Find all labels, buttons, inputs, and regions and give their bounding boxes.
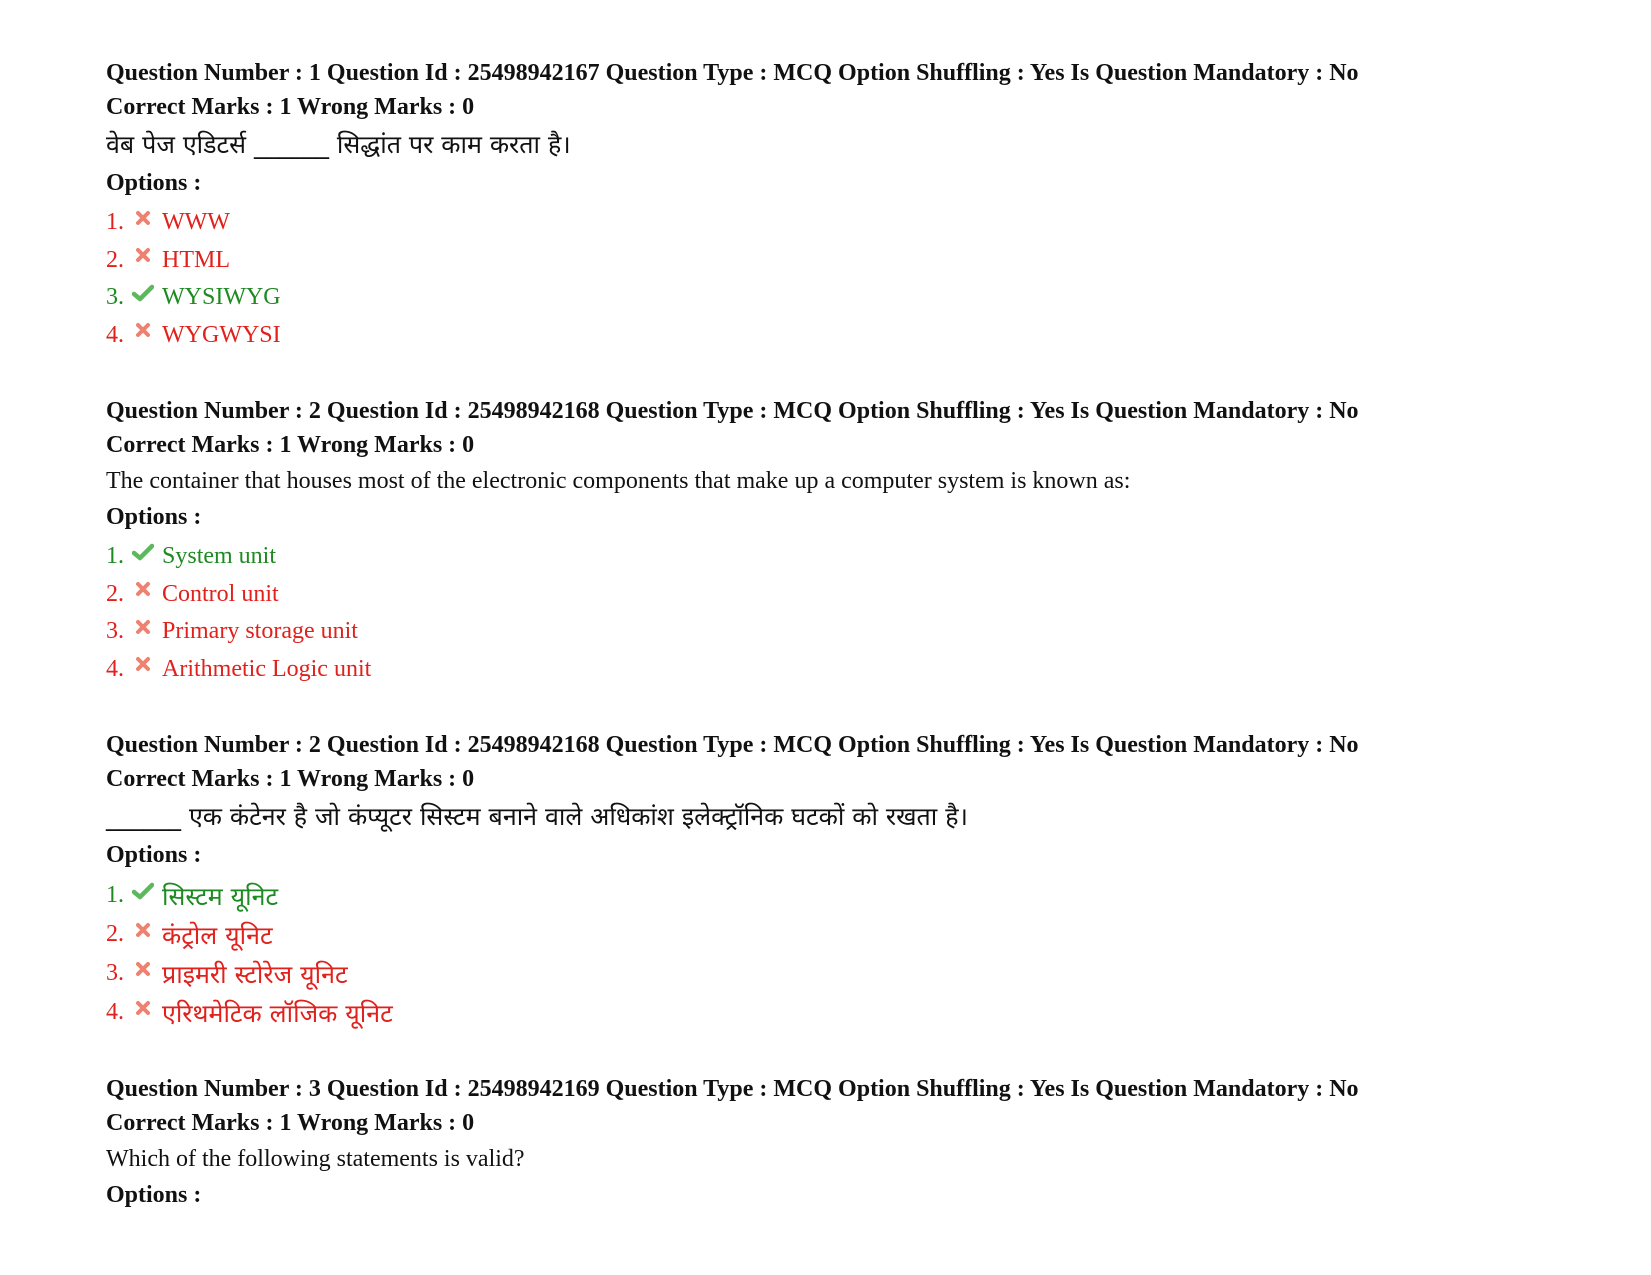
question-marks: Correct Marks : 1 Wrong Marks : 0 [106, 766, 475, 792]
options-label: Options : [106, 504, 202, 530]
option-item [106, 915, 1586, 954]
option-item [106, 993, 1586, 1032]
question-text: Which of the following statements is valid? [106, 1146, 525, 1172]
check-icon [132, 880, 154, 902]
option-text: Control unit [162, 580, 279, 607]
option-number: 2. [106, 246, 124, 273]
question-text: ______ एक कंटेनर है जो कंप्यूटर सिस्टम बनाने वाले अधिकांश इलेक्ट्रॉनिक घटकों को रखता है। [106, 802, 968, 831]
question-text: वेब पेज एडिटर्स ______ सिद्धांत पर काम करता है। [106, 130, 571, 159]
option-number: 4. [106, 999, 124, 1025]
cross-icon [132, 653, 154, 675]
option-text: WYGWYSI [162, 321, 281, 348]
cross-icon [132, 207, 154, 229]
option-text: Arithmetic Logic unit [162, 655, 372, 682]
question-meta: Question Number : 2 Question Id : 25498942168 Question Type : MCQ Option Shuffling : Yes Is Question Mandatory : No [106, 732, 1359, 758]
option-item [106, 242, 1586, 280]
option-number: 2. [106, 921, 124, 947]
cross-icon [132, 616, 154, 638]
check-icon [132, 541, 154, 563]
option-number: 2. [106, 580, 124, 607]
options-label: Options : [106, 170, 202, 196]
question-block [106, 394, 1586, 688]
option-item [106, 317, 1586, 355]
option-text: WYSIWYG [162, 284, 281, 311]
question-block [106, 728, 1586, 1032]
option-item [106, 954, 1586, 993]
option-item [106, 876, 1586, 915]
option-item [106, 651, 1586, 689]
option-text: WWW [162, 209, 230, 236]
option-text: सिस्टम यूनिट [162, 881, 279, 911]
option-item [106, 204, 1586, 242]
cross-icon [132, 919, 154, 941]
options-label: Options : [106, 1182, 202, 1208]
question-marks: Correct Marks : 1 Wrong Marks : 0 [106, 432, 475, 458]
question-meta: Question Number : 2 Question Id : 25498942168 Question Type : MCQ Option Shuffling : Yes Is Question Mandatory : No [106, 398, 1359, 424]
question-meta: Question Number : 3 Question Id : 25498942169 Question Type : MCQ Option Shuffling : Yes Is Question Mandatory : No [106, 1076, 1359, 1102]
option-text: कंट्रोल यूनिट [162, 920, 273, 950]
option-item [106, 576, 1586, 614]
option-number: 4. [106, 321, 124, 348]
option-number: 1. [106, 882, 124, 908]
option-number: 1. [106, 209, 124, 236]
check-icon [132, 282, 154, 304]
option-text: Primary storage unit [162, 618, 358, 645]
option-number: 3. [106, 284, 124, 311]
question-marks: Correct Marks : 1 Wrong Marks : 0 [106, 1110, 475, 1136]
option-number: 3. [106, 960, 124, 986]
question-meta: Question Number : 1 Question Id : 25498942167 Question Type : MCQ Option Shuffling : Yes Is Question Mandatory : No [106, 60, 1359, 86]
option-number: 3. [106, 618, 124, 645]
question-block [106, 56, 1586, 354]
option-item [106, 538, 1586, 576]
option-text: System unit [162, 543, 277, 570]
option-text: प्राइमरी स्टोरेज यूनिट [162, 959, 348, 989]
cross-icon [132, 578, 154, 600]
question-text: The container that houses most of the electronic components that make up a computer system is known as: [106, 468, 1131, 494]
question-block [106, 1072, 1586, 1212]
cross-icon [132, 319, 154, 341]
option-number: 1. [106, 543, 124, 570]
option-item [106, 613, 1586, 651]
question-paper [106, 56, 1586, 1252]
option-text: एरिथमेटिक लॉजिक यूनिट [162, 998, 393, 1028]
cross-icon [132, 958, 154, 980]
option-text: HTML [162, 246, 230, 273]
options-label: Options : [106, 842, 202, 868]
option-item [106, 279, 1586, 317]
cross-icon [132, 997, 154, 1019]
question-marks: Correct Marks : 1 Wrong Marks : 0 [106, 94, 475, 120]
cross-icon [132, 244, 154, 266]
option-number: 4. [106, 655, 124, 682]
